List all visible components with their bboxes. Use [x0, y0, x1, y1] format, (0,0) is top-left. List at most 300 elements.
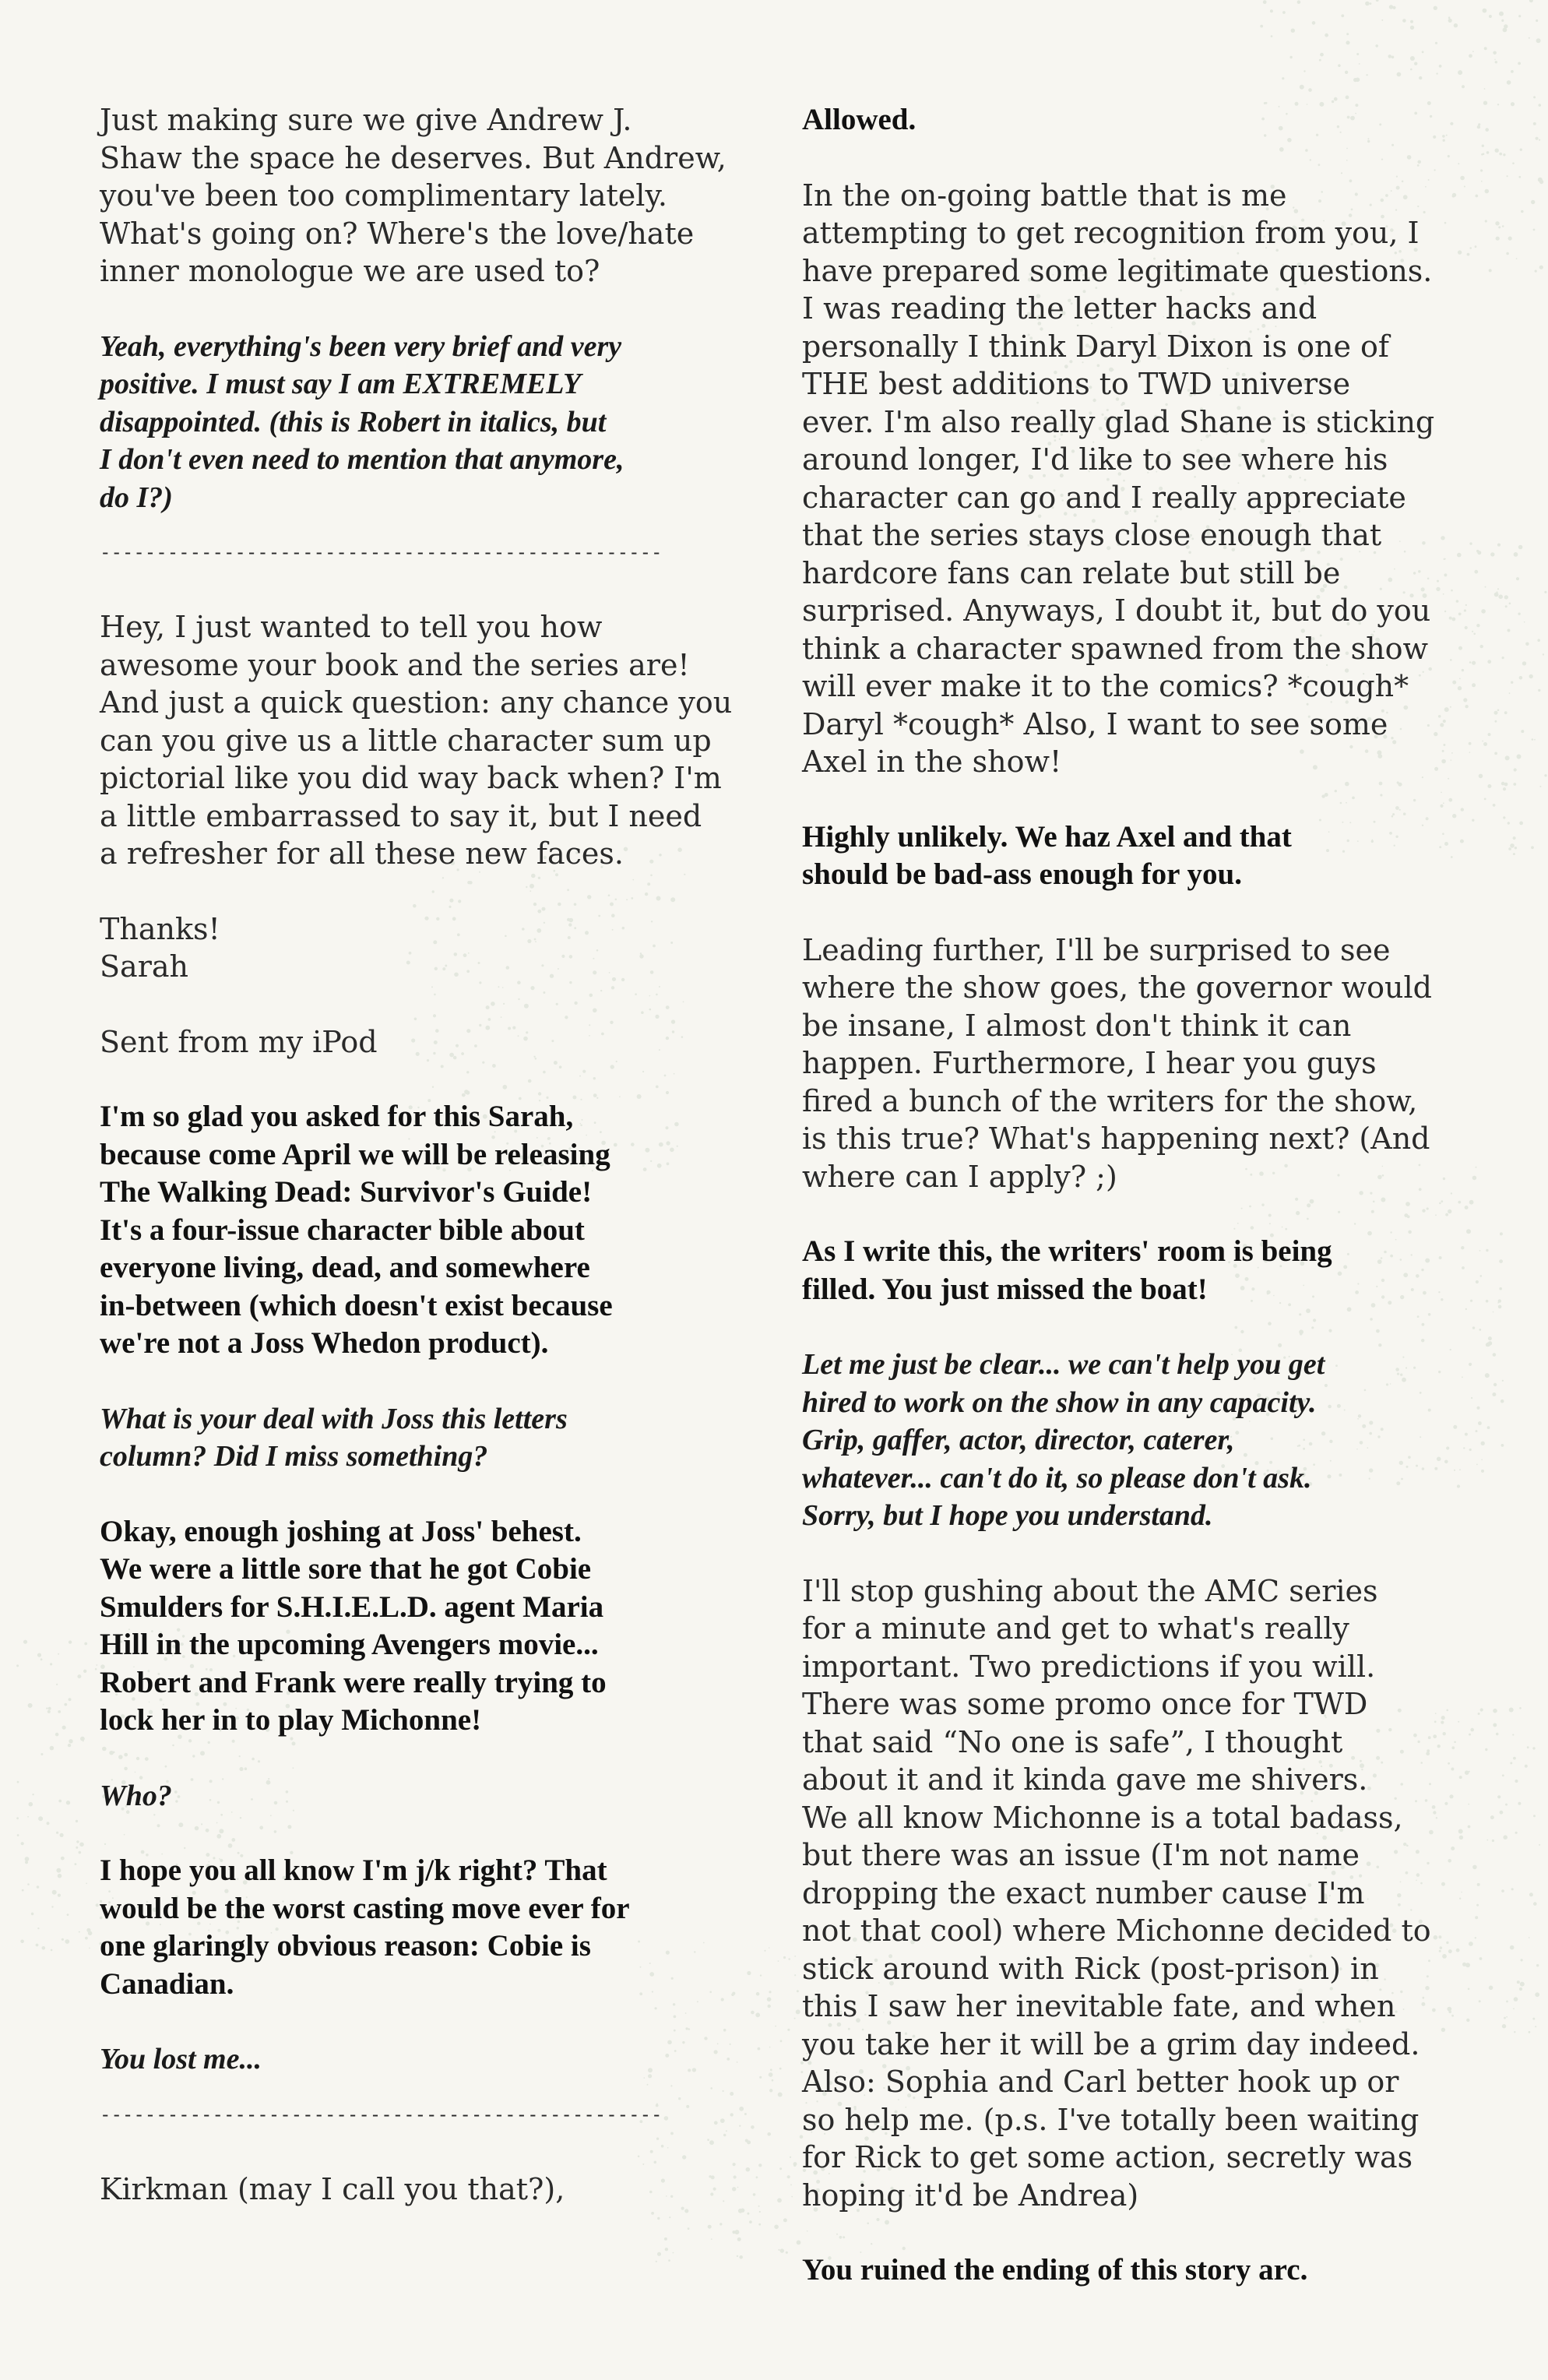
texture-speck	[708, 2225, 712, 2229]
texture-speck	[1512, 1734, 1514, 1735]
texture-speck	[1479, 1250, 1481, 1252]
texture-speck	[88, 1931, 93, 1936]
texture-speck	[1514, 2031, 1515, 2033]
texture-speck	[791, 2196, 793, 2198]
texture-speck	[1410, 69, 1413, 71]
texture-speck	[1492, 1840, 1494, 1842]
texture-speck	[1483, 101, 1487, 105]
texture-speck	[769, 2089, 772, 2092]
texture-speck	[37, 1928, 39, 1929]
texture-speck	[1532, 2018, 1535, 2020]
texture-speck	[1502, 2024, 1506, 2028]
texture-speck	[664, 2237, 667, 2241]
texture-speck	[1532, 738, 1534, 741]
texture-speck	[85, 1937, 88, 1940]
texture-speck	[1476, 1280, 1479, 1283]
letters-left-column	[100, 101, 754, 2208]
texture-speck	[1539, 139, 1540, 141]
texture-speck	[755, 2012, 760, 2017]
texture-speck	[1497, 1302, 1499, 1304]
texture-speck	[1482, 145, 1484, 147]
texture-speck	[1543, 653, 1544, 655]
texture-speck	[1448, 19, 1452, 23]
texture-speck	[86, 1928, 90, 1932]
texture-speck	[83, 1741, 84, 1742]
texture-speck	[1536, 137, 1539, 140]
texture-speck	[1501, 19, 1504, 22]
texture-speck	[1533, 1902, 1537, 1906]
texture-speck	[1308, 88, 1312, 92]
texture-speck	[1476, 1167, 1477, 1168]
texture-speck	[1435, 42, 1437, 44]
texture-speck	[1499, 1259, 1503, 1263]
texture-speck	[651, 2212, 654, 2215]
texture-speck	[1493, 1353, 1497, 1357]
texture-speck	[775, 2026, 776, 2027]
texture-speck	[86, 1883, 87, 1885]
texture-speck	[1518, 1802, 1521, 1805]
texture-speck	[25, 1857, 30, 1861]
texture-speck	[1419, 76, 1422, 79]
texture-speck	[62, 1726, 66, 1730]
texture-speck	[1488, 733, 1491, 736]
texture-speck	[711, 2238, 712, 2240]
texture-speck	[1494, 752, 1497, 755]
texture-speck	[1472, 819, 1474, 822]
texture-speck	[1479, 1957, 1483, 1960]
texture-speck	[1495, 61, 1497, 63]
texture-speck	[62, 1938, 64, 1941]
texture-speck	[1477, 125, 1480, 129]
texture-speck	[1484, 798, 1486, 801]
texture-speck	[1493, 1311, 1494, 1313]
letter-sarah-device-note: Sent from my iPod	[100, 1024, 378, 1059]
texture-speck	[1500, 1811, 1504, 1815]
texture-speck	[741, 2209, 744, 2213]
texture-speck	[1478, 1713, 1480, 1715]
texture-speck	[1538, 178, 1543, 182]
texture-speck	[684, 2209, 688, 2213]
texture-speck	[1486, 1300, 1489, 1303]
robert-italic-reply-joss: What is your deal with Joss this letters column? Did I miss something?	[100, 1402, 568, 1473]
texture-speck	[1476, 1904, 1479, 1906]
texture-speck	[47, 1710, 51, 1713]
texture-speck	[1485, 1373, 1490, 1378]
texture-speck	[1513, 2008, 1515, 2009]
texture-speck	[1422, 51, 1424, 53]
texture-speck	[1481, 1442, 1485, 1445]
texture-speck	[1513, 853, 1515, 855]
texture-speck	[1529, 1937, 1530, 1938]
texture-speck	[1506, 2016, 1508, 2018]
texture-speck	[76, 1840, 79, 1843]
texture-speck	[1483, 153, 1485, 155]
texture-speck	[1353, 78, 1357, 82]
texture-speck	[1319, 59, 1321, 62]
texture-speck	[1497, 591, 1498, 593]
texture-speck	[1486, 151, 1490, 154]
texture-speck	[1480, 169, 1483, 171]
texture-speck	[758, 2223, 761, 2226]
texture-speck	[1356, 78, 1360, 83]
texture-speck	[758, 2047, 761, 2051]
texture-speck	[79, 1843, 84, 1847]
texture-speck	[37, 1653, 41, 1657]
texture-speck	[1513, 103, 1515, 104]
texture-speck	[737, 2255, 738, 2257]
texture-speck	[767, 2132, 771, 2136]
texture-speck	[1509, 603, 1511, 605]
texture-speck	[1535, 2026, 1536, 2027]
texture-speck	[1496, 1733, 1499, 1736]
texture-speck	[749, 2220, 752, 2223]
texture-speck	[1476, 624, 1479, 627]
texture-speck	[1472, 661, 1476, 665]
texture-speck	[1469, 54, 1472, 58]
texture-speck	[1497, 709, 1500, 712]
texture-speck	[1503, 1835, 1508, 1840]
texture-speck	[1410, 26, 1414, 30]
letter-writers-question: Leading further, I'll be surprised to see where the show goes, the governor would be insane, I almost don't think it can happen. Furthermore, I hear you guys fired a bunch of the writers for the show, is this true? What's happening next? (And where can I apply? ;)	[802, 932, 1432, 1194]
texture-speck	[1505, 1804, 1508, 1806]
texture-speck	[1533, 229, 1536, 231]
texture-speck	[1493, 1723, 1497, 1727]
texture-speck	[1519, 676, 1523, 680]
texture-speck	[1501, 1444, 1504, 1447]
texture-speck	[1533, 96, 1536, 98]
texture-speck	[797, 2241, 801, 2245]
texture-speck	[1521, 210, 1524, 213]
texture-speck	[1525, 643, 1529, 646]
editor-reply-canadian: I hope you all know I'm j/k right? That would be the worst casting move ever for one glaringly obvious reason: Cobie is Canadian.	[100, 1854, 630, 2001]
texture-speck	[1325, 33, 1328, 37]
texture-speck	[779, 2068, 782, 2070]
texture-speck	[1346, 33, 1349, 35]
texture-speck	[69, 1640, 72, 1643]
texture-speck	[1397, 72, 1402, 77]
texture-speck	[1504, 24, 1508, 28]
texture-speck	[1365, 2, 1370, 6]
texture-speck	[787, 2175, 790, 2178]
texture-speck	[1508, 822, 1510, 824]
texture-speck	[1402, 19, 1406, 23]
texture-speck	[1303, 70, 1305, 72]
texture-speck	[764, 1950, 765, 1952]
texture-speck	[1511, 102, 1515, 106]
texture-speck	[796, 2009, 800, 2014]
texture-speck	[1539, 104, 1542, 107]
texture-speck	[61, 1857, 65, 1861]
texture-speck	[783, 1956, 786, 1959]
texture-speck	[22, 1889, 24, 1892]
texture-speck	[1508, 629, 1511, 632]
texture-speck	[688, 2227, 690, 2230]
texture-speck	[1481, 609, 1486, 614]
texture-speck	[1356, 53, 1359, 55]
texture-speck	[1381, 19, 1383, 21]
texture-speck	[738, 2209, 743, 2213]
texture-speck	[37, 1885, 40, 1889]
texture-speck	[40, 1753, 43, 1755]
texture-speck	[770, 2068, 772, 2071]
texture-speck	[1462, 85, 1465, 88]
texture-speck	[1476, 550, 1479, 552]
texture-speck	[58, 1874, 62, 1878]
texture-speck	[1410, 56, 1415, 61]
texture-speck	[36, 1944, 39, 1947]
texture-speck	[758, 2206, 760, 2207]
texture-speck	[1483, 742, 1487, 746]
texture-speck	[46, 1707, 47, 1709]
texture-speck	[1481, 1470, 1484, 1473]
texture-speck	[1475, 195, 1478, 198]
texture-speck	[1535, 1992, 1539, 1997]
texture-speck	[55, 1733, 59, 1737]
texture-speck	[1544, 591, 1546, 593]
texture-speck	[1539, 266, 1543, 269]
texture-speck	[1370, 2, 1372, 5]
texture-speck	[1509, 1708, 1514, 1713]
texture-speck	[1334, 97, 1338, 101]
texture-speck	[719, 2223, 722, 2225]
texture-speck	[1485, 1748, 1487, 1751]
texture-speck	[1487, 1426, 1490, 1429]
texture-speck	[1494, 593, 1499, 597]
texture-speck	[1536, 1964, 1539, 1966]
texture-speck	[1410, 20, 1413, 23]
texture-speck	[1519, 1707, 1522, 1709]
texture-speck	[79, 1851, 82, 1854]
texture-speck	[756, 2176, 758, 2178]
texture-speck	[17, 1834, 19, 1836]
texture-speck	[1439, 65, 1442, 68]
texture-speck	[1346, 40, 1349, 44]
texture-speck	[1505, 755, 1510, 760]
texture-speck	[1485, 220, 1487, 222]
texture-speck	[1519, 1987, 1522, 1991]
texture-speck	[50, 1663, 52, 1665]
texture-speck	[1481, 181, 1483, 182]
texture-speck	[79, 1931, 80, 1933]
texture-speck	[1497, 1795, 1501, 1798]
texture-speck	[1475, 245, 1477, 248]
texture-speck	[1476, 1407, 1479, 1410]
texture-speck	[52, 1890, 57, 1895]
texture-speck	[1473, 633, 1476, 635]
texture-speck	[38, 1816, 43, 1821]
texture-speck	[1497, 544, 1501, 547]
texture-speck	[665, 2248, 668, 2251]
texture-speck	[31, 1913, 34, 1916]
editor-reply-survivors-guide: I'm so glad you asked for this Sarah, because come April we will be releasing The Walking Dead: Survivor's Guide! It's a four-issue character bible about everyone living, dead, and somewhere in-between (which doesn't exist because we're not a Joss Whedon product).	[100, 1100, 613, 1360]
texture-speck	[1376, 0, 1379, 2]
texture-speck	[76, 1847, 78, 1849]
texture-speck	[40, 1658, 43, 1660]
texture-speck	[759, 2211, 761, 2213]
texture-speck	[1501, 1889, 1504, 1892]
texture-speck	[1282, 77, 1284, 79]
texture-speck	[69, 1698, 72, 1701]
texture-speck	[1346, 96, 1349, 100]
texture-speck	[1503, 816, 1505, 819]
texture-speck	[777, 2198, 782, 2202]
texture-speck	[1535, 270, 1537, 273]
texture-speck	[1480, 645, 1483, 648]
texture-speck	[1519, 822, 1523, 826]
texture-speck	[67, 1914, 69, 1916]
texture-speck	[1493, 51, 1497, 55]
texture-speck	[1503, 787, 1506, 790]
texture-speck	[29, 1802, 33, 1807]
editor-reply-ruined-ending: You ruined the ending of this story arc.	[802, 2253, 1308, 2287]
texture-speck	[25, 1861, 28, 1864]
texture-speck	[1478, 123, 1480, 125]
texture-speck	[760, 1974, 762, 1976]
texture-speck	[1486, 1343, 1490, 1347]
texture-speck	[1320, 53, 1324, 57]
section-divider-1: --------------------------------------------------	[100, 541, 663, 563]
texture-speck	[758, 2163, 762, 2167]
texture-speck	[1476, 1464, 1478, 1466]
texture-speck	[1485, 586, 1486, 588]
editor-reply-cobie-smulders: Okay, enough joshing at Joss' behest. We were a little sore that he got Cobie Smulders for S.H.I.E.L.D. agent Maria Hill in the upcoming Avengers movie... Robert and Frank were really trying to lock her in to play Michonne!	[100, 1514, 607, 1737]
texture-speck	[66, 1801, 70, 1804]
texture-speck	[1516, 577, 1519, 580]
texture-speck	[20, 1940, 24, 1944]
texture-speck	[1289, 56, 1292, 58]
texture-speck	[1500, 1232, 1503, 1235]
texture-speck	[1498, 1305, 1502, 1309]
texture-speck	[23, 1640, 27, 1644]
texture-speck	[1472, 1176, 1477, 1181]
texture-speck	[1532, 1747, 1535, 1749]
texture-speck	[1458, 70, 1462, 75]
texture-speck	[58, 1653, 59, 1655]
texture-speck	[797, 1990, 799, 1992]
texture-speck	[1490, 1815, 1494, 1819]
texture-speck	[1341, 14, 1344, 17]
letter-daryl-dixon: In the on-going battle that is me attempting to get recognition from you, I have prepared some legitimate questions. I was reading the letter hacks and personally I think Daryl Dixon is one of THE best additions to TWD universe ever. I'm also really glad Shane is sticking around longer, I'd like to see where his character can go and I really appreciate that the series stays close enough that hardcore fans can relate but still be surprised. Anyways, I doubt it, but do you think a character spawned from the show will ever make it to the comics? *cough* Daryl *cough* Also, I want to see some Axel in the show!	[802, 178, 1435, 779]
texture-speck	[1510, 1945, 1515, 1950]
texture-speck	[1479, 2000, 1481, 2002]
texture-speck	[1474, 570, 1478, 574]
texture-speck	[68, 1744, 71, 1747]
texture-speck	[1498, 1299, 1501, 1302]
texture-speck	[669, 2216, 670, 2218]
texture-speck	[1489, 15, 1492, 18]
texture-speck	[80, 1737, 85, 1741]
texture-speck	[65, 1939, 69, 1944]
texture-speck	[778, 2093, 783, 2097]
texture-speck	[1494, 711, 1498, 715]
texture-speck	[1493, 1709, 1497, 1713]
texture-speck	[1472, 1865, 1477, 1870]
texture-speck	[1522, 661, 1526, 665]
texture-speck	[1495, 221, 1499, 225]
texture-speck	[1515, 1780, 1518, 1783]
texture-speck	[1518, 613, 1520, 615]
texture-speck	[1503, 28, 1508, 33]
texture-speck	[16, 1664, 19, 1667]
texture-speck	[788, 1958, 790, 1960]
texture-speck	[1480, 1708, 1483, 1711]
letter-sarah-body: Hey, I just wanted to tell you how awesome your book and the series are! And just a quick question: any chance you can you give us a little character sum up pictorial like you did way back when? I'm a little embarrassed to say it, but I need a refresher for all these new faces.	[100, 610, 733, 871]
texture-speck	[1486, 1343, 1491, 1347]
texture-speck	[1534, 739, 1536, 741]
texture-speck	[1517, 755, 1522, 759]
texture-speck	[1506, 2001, 1508, 2003]
editor-reply-allowed: Allowed.	[802, 103, 916, 136]
texture-speck	[1507, 175, 1508, 177]
texture-speck	[1375, 44, 1378, 48]
texture-speck	[1488, 1336, 1492, 1340]
texture-speck	[1521, 730, 1524, 733]
texture-speck	[1496, 237, 1500, 241]
texture-speck	[1544, 774, 1546, 776]
texture-speck	[1493, 1383, 1497, 1386]
texture-speck	[1487, 784, 1491, 788]
texture-speck	[767, 1997, 772, 2002]
texture-speck	[769, 1991, 771, 1993]
robert-italic-lost-me: You lost me...	[100, 2043, 262, 2075]
texture-speck	[794, 1956, 796, 1957]
texture-speck	[1486, 1840, 1488, 1841]
texture-speck	[58, 1800, 62, 1803]
letters-right-column	[802, 101, 1472, 2290]
texture-speck	[1499, 1287, 1502, 1290]
texture-speck	[1472, 631, 1473, 632]
texture-speck	[47, 1822, 50, 1825]
letter-kirkman-salutation: Kirkman (may I call you that?),	[100, 2171, 565, 2206]
texture-speck	[1517, 1980, 1520, 1984]
texture-speck	[1345, 71, 1348, 74]
texture-speck	[1514, 552, 1518, 557]
texture-speck	[1518, 15, 1521, 17]
texture-speck	[1504, 2017, 1506, 2019]
texture-speck	[1481, 153, 1483, 156]
texture-speck	[1531, 200, 1535, 204]
texture-speck	[1509, 692, 1511, 694]
texture-speck	[1338, 64, 1341, 67]
texture-speck	[786, 2251, 788, 2254]
robert-italic-hiring-notice: Let me just be clear... we can't help you get hired to work on the show in any capacity. Grip, gaffer, actor, director, caterer, whatever... can't do it, so please don't ask. Sorry, but I hope you understand.	[802, 1348, 1325, 1532]
texture-speck	[1475, 1937, 1476, 1938]
texture-speck	[1537, 639, 1540, 642]
texture-speck	[769, 1947, 770, 1949]
texture-speck	[1480, 1275, 1483, 1277]
texture-speck	[756, 1992, 760, 1996]
texture-speck	[1495, 149, 1499, 153]
texture-speck	[1472, 683, 1476, 687]
texture-speck	[1514, 768, 1517, 771]
texture-speck	[1484, 47, 1487, 50]
texture-speck	[1513, 1757, 1516, 1760]
texture-speck	[60, 1833, 64, 1837]
texture-speck	[1510, 1762, 1512, 1764]
texture-speck	[1513, 783, 1516, 786]
texture-speck	[1489, 269, 1492, 272]
texture-speck	[1485, 128, 1489, 132]
texture-speck	[95, 1668, 97, 1671]
texture-speck	[1282, 11, 1286, 14]
texture-speck	[1479, 774, 1483, 779]
texture-speck	[1506, 252, 1509, 255]
texture-speck	[1436, 72, 1437, 74]
texture-speck	[1520, 149, 1522, 151]
texture-speck	[1492, 1392, 1496, 1396]
texture-speck	[96, 1903, 99, 1906]
texture-speck	[1529, 2031, 1531, 2033]
